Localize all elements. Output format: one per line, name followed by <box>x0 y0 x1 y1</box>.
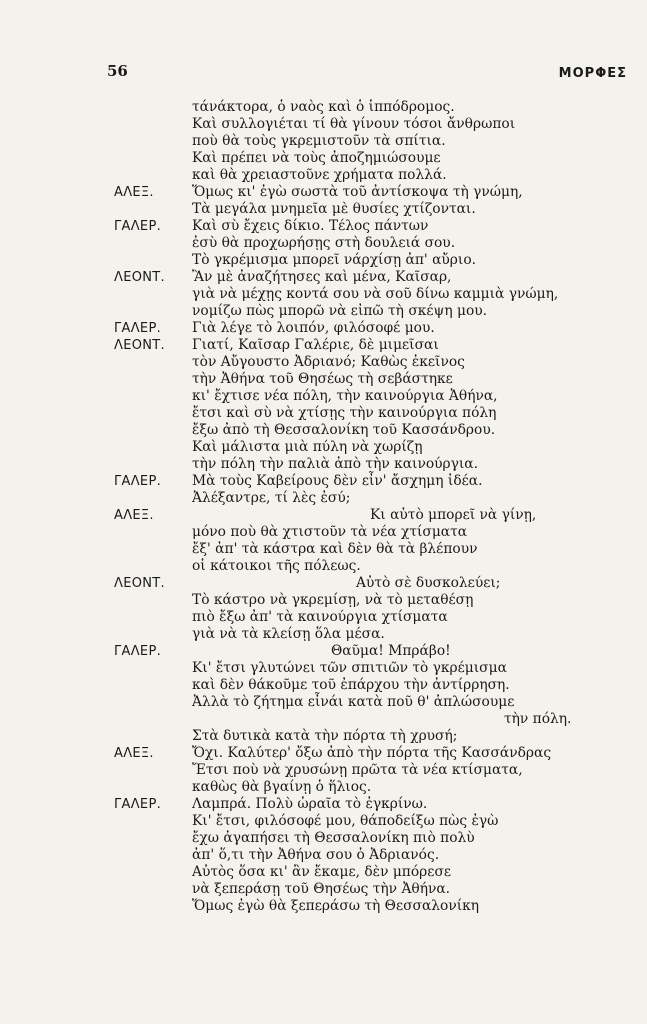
verse-text: νὰ ξεπεράσῃ τοῦ Θησέως τὴν Ἀθήνα. <box>192 881 451 897</box>
dialogue-line <box>0 133 647 150</box>
speaker-name: ΑΛΕΞ. <box>114 185 154 200</box>
verse-text: Θαῦμα! Μπράβο! <box>331 643 451 659</box>
verse-text: Ἀλλὰ τὸ ζήτημα εἶνάι κατὰ ποῦ θ' ἁπλώσουμε <box>192 694 515 710</box>
dialogue-line <box>0 337 647 354</box>
verse-text: Τὰ μεγάλα μνημεῖα μὲ θυσίες χτίζονται. <box>192 201 476 217</box>
dialogue-line <box>0 439 647 456</box>
verse-text: Ὅμως κι' ἐγὼ σωστὰ τοῦ ἀντίσκοψα τὴ γνώμη, <box>192 184 523 200</box>
verse-text: οἱ κάτοικοι τῆς πόλεως. <box>192 558 361 574</box>
verse-text: Αὐτὸς ὅσα κι' ἂν ἔκαμε, δὲν μπόρεσε <box>192 864 452 880</box>
speaker-name: ΓΑΛΕΡ. <box>114 219 162 234</box>
verse-text: Τὸ κάστρο νὰ γκρεμίσῃ, νὰ τὸ μεταθέσῃ <box>192 592 474 608</box>
dialogue-line <box>0 320 647 337</box>
dialogue-line <box>0 167 647 184</box>
dialogue-line <box>0 711 647 728</box>
verse-text: γιὰ νὰ τὰ κλείσῃ ὅλα μέσα. <box>192 626 385 642</box>
dialogue-line <box>0 643 647 660</box>
verse-text: καὶ δὲν θάκοῦμε τοῦ ἐπάρχου τὴν ἀντίρρηση. <box>192 677 510 693</box>
speaker-name: ΓΑΛΕΡ. <box>114 321 162 336</box>
verse-text: ἀπ' ὅ,τι τὴν Ἀθήνα σου ὁ Ἀδριανός. <box>192 847 440 863</box>
speaker-name: ΛΕΟΝΤ. <box>114 576 165 591</box>
verse-text: Ἂν μὲ ἀναζήτησες καὶ μένα, Καῖσαρ, <box>192 269 452 285</box>
speaker-name: ΓΑΛΕΡ. <box>114 644 162 659</box>
dialogue-line <box>0 490 647 507</box>
dialogue-line <box>0 405 647 422</box>
verse-text: ἔξω ἀπὸ τὴ Θεσσαλονίκη τοῦ Κασσάνδρου. <box>192 422 496 438</box>
verse-text: ἔξ' ἀπ' τὰ κάστρα καὶ δὲν θὰ τὰ βλέπουν <box>192 541 478 557</box>
dialogue-line <box>0 473 647 490</box>
dialogue-line <box>0 303 647 320</box>
dialogue-line <box>0 575 647 592</box>
verse-text: Ὅμως ἐγὼ θὰ ξεπεράσω τὴ Θεσσαλονίκη <box>192 898 479 914</box>
verse-text: Γιὰ λέγε τὸ λοιπόν, φιλόσοφέ μου. <box>192 320 435 336</box>
verse-text: Κι αὐτὸ μπορεῖ νὰ γίνῃ, <box>370 507 537 523</box>
verse-text: Κι' ἔτσι, φιλόσοφέ μου, θάποδείξω πὼς ἐγὼ <box>192 813 499 829</box>
verse-text: καὶ θὰ χρειαστοῦνε χρήματα πολλά. <box>192 167 447 183</box>
dialogue-text <box>0 99 647 915</box>
dialogue-line <box>0 813 647 830</box>
verse-text: Στὰ δυτικὰ κατὰ τὴν πόρτα τὴ χρυσή; <box>192 728 458 744</box>
verse-text: Τὸ γκρέμισμα μπορεῖ νάρχίσῃ ἀπ' αὔριο. <box>192 252 477 268</box>
dialogue-line <box>0 796 647 813</box>
verse-text: Ἀλέξαντρε, τί λὲς ἐσύ; <box>192 490 351 506</box>
verse-text: Καὶ σὺ ἔχεις δίκιο. Τέλος πάντων <box>192 218 429 234</box>
verse-text: τὴν πόλη. <box>504 711 572 727</box>
dialogue-line <box>0 252 647 269</box>
verse-text: νομίζω πὼς μπορῶ νὰ εἰπῶ τὴ σκέψη μου. <box>192 303 488 319</box>
dialogue-line <box>0 422 647 439</box>
dialogue-line <box>0 847 647 864</box>
dialogue-line <box>0 371 647 388</box>
speaker-name: ΓΑΛΕΡ. <box>114 474 162 489</box>
dialogue-line <box>0 660 647 677</box>
running-head: ΜΟΡΦΕΣ <box>558 66 627 81</box>
dialogue-line <box>0 677 647 694</box>
verse-text: τάνάκτορα, ὁ ναὸς καὶ ὁ ἱππόδρομος. <box>192 99 455 115</box>
verse-text: ἐσὺ θὰ προχωρήσῃς στὴ δουλειά σου. <box>192 235 456 251</box>
dialogue-line <box>0 558 647 575</box>
verse-text: Αὐτὸ σὲ δυσκολεύει; <box>356 575 501 591</box>
verse-text: Κι' ἔτσι γλυτώνει τῶν σπιτιῶν τὸ γκρέμισμα <box>192 660 507 676</box>
verse-text: Καὶ μάλιστα μιὰ πύλη νὰ χωρίζῃ <box>192 439 423 455</box>
dialogue-line <box>0 388 647 405</box>
dialogue-line <box>0 456 647 473</box>
speaker-name: ΛΕΟΝΤ. <box>114 338 165 353</box>
dialogue-line <box>0 626 647 643</box>
speaker-name: ΛΕΟΝΤ. <box>114 270 165 285</box>
dialogue-line <box>0 150 647 167</box>
dialogue-line <box>0 830 647 847</box>
dialogue-line <box>0 898 647 915</box>
dialogue-line <box>0 609 647 626</box>
verse-text: γιὰ νὰ μέχῃς κοντά σου νὰ σοῦ δίνω καμμιὰ γνώμη, <box>192 286 559 302</box>
dialogue-line <box>0 694 647 711</box>
dialogue-line <box>0 354 647 371</box>
verse-text: τὴν Ἀθήνα τοῦ Θησέως τὴ σεβάστηκε <box>192 371 453 387</box>
dialogue-line <box>0 235 647 252</box>
dialogue-line <box>0 286 647 303</box>
dialogue-line <box>0 728 647 745</box>
verse-text: Ἔτσι ποὺ νὰ χρυσώνῃ πρῶτα τὰ νέα κτίσματα, <box>192 762 523 778</box>
dialogue-line <box>0 201 647 218</box>
dialogue-line <box>0 99 647 116</box>
verse-text: τὴν πόλη τὴν παλιὰ ἀπὸ τὴν καινούργια. <box>192 456 479 472</box>
verse-text: Ὄχι. Καλύτερ' ὄξω ἀπὸ τὴν πόρτα τῆς Κασσάνδρας <box>192 745 552 761</box>
verse-text: τὸν Αὔγουστο Ἀδριανό; Καθὼς ἐκεῖνος <box>192 354 465 370</box>
dialogue-line <box>0 881 647 898</box>
speaker-name: ΑΛΕΞ. <box>114 746 154 761</box>
verse-text: Λαμπρά. Πολὺ ὡραῖα τὸ ἐγκρίνω. <box>192 796 428 812</box>
verse-text: κι' ἔχτισε νέα πόλη, τὴν καινούργια Ἀθήνα, <box>192 388 498 404</box>
verse-text: Καὶ πρέπει νὰ τοὺς ἀποζημιώσουμε <box>192 150 441 166</box>
speaker-name: ΓΑΛΕΡ. <box>114 797 162 812</box>
dialogue-line <box>0 524 647 541</box>
dialogue-line <box>0 779 647 796</box>
dialogue-line <box>0 864 647 881</box>
verse-text: καθὼς θὰ βγαίνῃ ὁ ἥλιος. <box>192 779 372 795</box>
verse-text: ἔχω ἀγαπήσει τὴ Θεσσαλονίκη πιὸ πολὺ <box>192 830 475 846</box>
verse-text: ἔτσι καὶ σὺ νὰ χτίσῃς τὴν καινούργια πόλη <box>192 405 497 421</box>
dialogue-line <box>0 116 647 133</box>
verse-text: ποὺ θὰ τοὺς γκρεμιστοῦν τὰ σπίτια. <box>192 133 446 149</box>
verse-text: Γιατί, Καῖσαρ Γαλέριε, δὲ μιμεῖσαι <box>192 337 439 353</box>
verse-text: Καὶ συλλογιέται τί θὰ γίνουν τόσοι ἄνθρωποι <box>192 116 516 132</box>
speaker-name: ΑΛΕΞ. <box>114 508 154 523</box>
page-number: 56 <box>107 62 128 80</box>
dialogue-line <box>0 269 647 286</box>
dialogue-line <box>0 762 647 779</box>
dialogue-line <box>0 745 647 762</box>
dialogue-line <box>0 218 647 235</box>
verse-text: πιὸ ἔξω ἀπ' τὰ καινούργια χτίσματα <box>192 609 448 625</box>
verse-text: μόνο ποὺ θὰ χτιστοῦν τὰ νέα χτίσματα <box>192 524 468 540</box>
dialogue-line <box>0 541 647 558</box>
verse-text: Μὰ τοὺς Καβείρους δὲν εἶν' ἄσχημη ἰδέα. <box>192 473 483 489</box>
dialogue-line <box>0 592 647 609</box>
dialogue-line <box>0 507 647 524</box>
dialogue-line <box>0 184 647 201</box>
